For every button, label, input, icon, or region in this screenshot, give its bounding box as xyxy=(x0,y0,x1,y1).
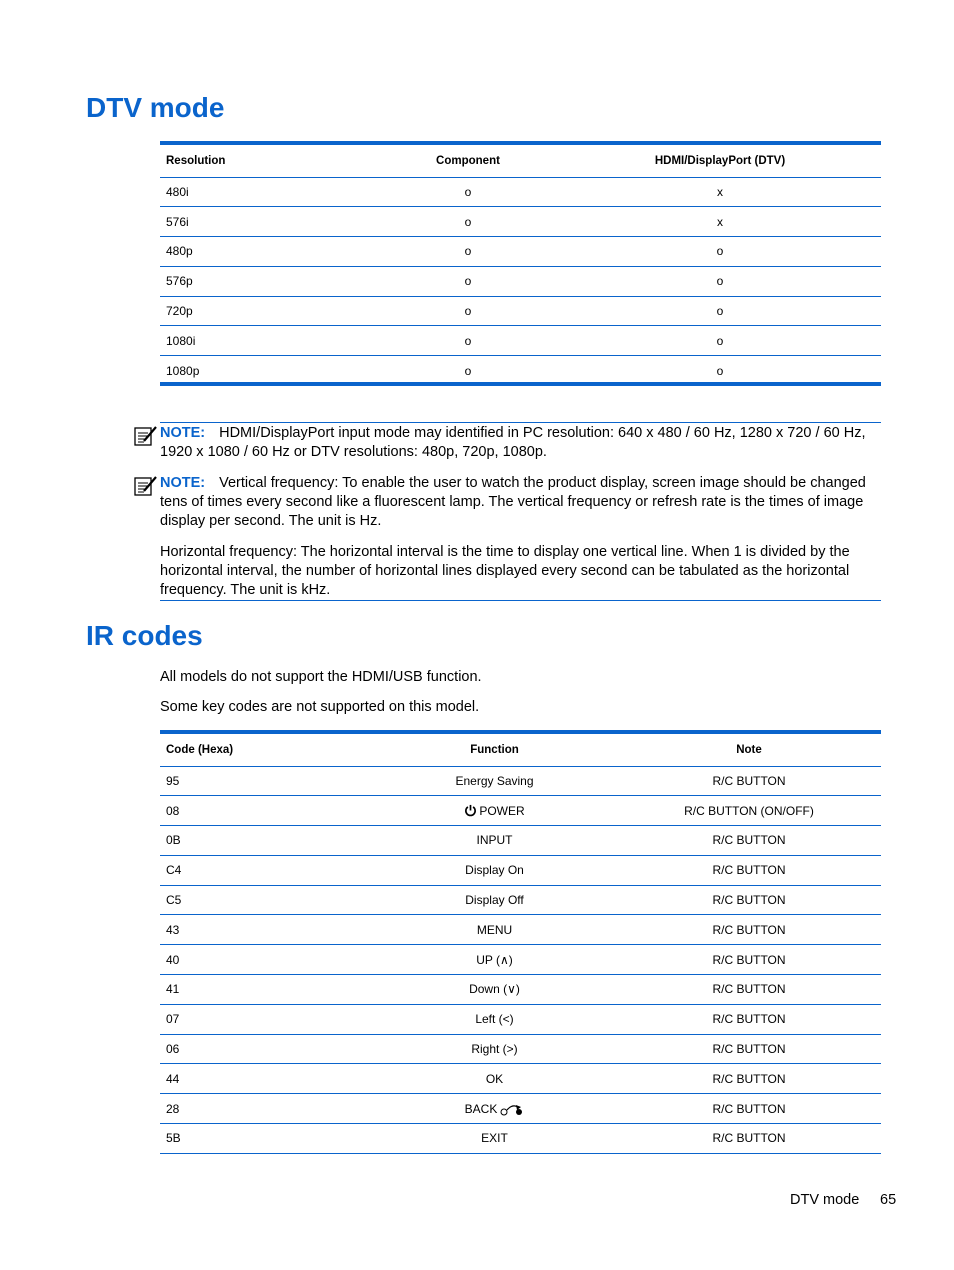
hdmi-cell: x xyxy=(559,177,881,207)
component-cell: o xyxy=(377,326,559,356)
ir-intro-1: All models do not support the HDMI/USB function. xyxy=(160,669,482,685)
component-cell: o xyxy=(464,363,472,378)
function-label: OK xyxy=(485,1071,504,1086)
dtv-table xyxy=(160,145,881,386)
ir-header-code: Code (Hexa) xyxy=(160,734,372,766)
code-cell: 43 xyxy=(160,915,372,945)
function-cell xyxy=(372,1124,617,1154)
code-cell: 28 xyxy=(160,1094,372,1124)
dtv-header-resolution: Resolution xyxy=(160,145,377,177)
ir-header-function: Function xyxy=(372,734,617,766)
note-cell: R/C BUTTON (ON/OFF) xyxy=(617,796,881,826)
note-cell: R/C BUTTON xyxy=(617,766,881,796)
code-cell: 0B xyxy=(160,826,372,856)
back-icon xyxy=(497,1102,524,1116)
resolution-cell: 1080i xyxy=(160,326,377,356)
ir-table-row xyxy=(160,1064,881,1094)
function-label: Display Off xyxy=(465,893,524,908)
ir-table-row xyxy=(160,766,881,796)
note-cell: R/C BUTTON xyxy=(617,1064,881,1094)
code-cell: 08 xyxy=(160,796,372,826)
note-divider-top xyxy=(160,422,881,423)
resolution-cell: 576i xyxy=(160,207,377,237)
function-label: Display On xyxy=(465,863,524,878)
dtv-mode-heading: DTV mode xyxy=(86,92,225,123)
note-label: NOTE: xyxy=(160,425,206,441)
function-label: EXIT xyxy=(481,1131,508,1146)
component-cell: o xyxy=(377,177,559,207)
function-label: Right (>) xyxy=(471,1042,518,1057)
dtv-header-component: Component xyxy=(377,145,559,177)
dtv-table-row xyxy=(160,266,881,296)
dtv-table-row xyxy=(160,326,881,356)
component-cell: o xyxy=(377,207,559,237)
note-text: Vertical frequency: To enable the user to watch the product display, screen image should be changed tens of times every second like a fluorescent lamp. The vertical frequency or refresh rate is the times of image display per second. The unit is Hz. xyxy=(160,475,866,529)
hdmi-cell: o xyxy=(716,363,724,378)
resolution-cell: 480p xyxy=(160,237,377,267)
ir-table-row xyxy=(160,1124,881,1154)
function-label: BACK xyxy=(464,1101,498,1116)
power-icon xyxy=(464,804,479,818)
code-cell: 06 xyxy=(160,1034,372,1064)
component-cell: o xyxy=(377,237,559,267)
code-cell: C4 xyxy=(160,855,372,885)
function-label: Energy Saving xyxy=(455,773,534,788)
function-label: MENU xyxy=(476,922,513,937)
function-cell xyxy=(372,915,617,945)
note-frequency xyxy=(160,474,881,531)
function-cell xyxy=(372,766,617,796)
function-cell xyxy=(372,945,617,975)
function-cell xyxy=(372,885,617,915)
ir-table-row xyxy=(160,796,881,826)
ir-header-note: Note xyxy=(617,734,881,766)
dtv-table-row xyxy=(160,237,881,267)
ir-table-row xyxy=(160,826,881,856)
dtv-table-bottom-bar xyxy=(160,382,881,386)
function-cell xyxy=(372,1034,617,1064)
ir-table-row xyxy=(160,885,881,915)
function-cell xyxy=(372,1004,617,1034)
component-cell: o xyxy=(377,266,559,296)
ir-table-row xyxy=(160,945,881,975)
note-cell: R/C BUTTON xyxy=(617,915,881,945)
note-resolution xyxy=(160,424,881,462)
dtv-table-row xyxy=(160,177,881,207)
note-icon xyxy=(134,425,158,447)
ir-intro-2: Some key codes are not supported on this model. xyxy=(160,699,480,715)
resolution-cell: 480i xyxy=(160,177,377,207)
footer-section-name: DTV mode xyxy=(790,1192,860,1208)
note-cell: R/C BUTTON xyxy=(617,826,881,856)
code-cell: 5B xyxy=(160,1124,372,1154)
dtv-table-row xyxy=(160,296,881,326)
hdmi-cell: o xyxy=(559,237,881,267)
component-cell: o xyxy=(377,296,559,326)
function-label: POWER xyxy=(479,803,525,818)
function-cell xyxy=(372,1064,617,1094)
function-cell xyxy=(372,975,617,1005)
note-cell: R/C BUTTON xyxy=(617,885,881,915)
hdmi-cell: o xyxy=(559,296,881,326)
ir-table xyxy=(160,734,881,1154)
ir-table-row xyxy=(160,855,881,885)
note-cell: R/C BUTTON xyxy=(617,1034,881,1064)
code-cell: 95 xyxy=(160,766,372,796)
ir-table-row xyxy=(160,1094,881,1124)
dtv-header-hdmi: HDMI/DisplayPort (DTV) xyxy=(559,145,881,177)
note-horizontal-frequency: Horizontal frequency: The horizontal interval is the time to display one vertical line. When 1 is divided by the horizontal interval, the number of horizontal lines displayed every second can be tabulated as the horizontal frequency. The unit is kHz. xyxy=(160,544,850,598)
dtv-table-header-row xyxy=(160,145,881,177)
ir-table-header-row xyxy=(160,734,881,766)
code-cell: 07 xyxy=(160,1004,372,1034)
function-label: Left (<) xyxy=(475,1012,514,1027)
code-cell: C5 xyxy=(160,885,372,915)
resolution-cell: 576p xyxy=(160,266,377,296)
function-cell xyxy=(372,826,617,856)
note-cell: R/C BUTTON xyxy=(617,945,881,975)
note-cell: R/C BUTTON xyxy=(617,1004,881,1034)
hdmi-cell: o xyxy=(559,266,881,296)
function-label: UP (∧) xyxy=(476,952,513,967)
note-text: HDMI/DisplayPort input mode may identified in PC resolution: 640 x 480 / 60 Hz, 1280 x 720 / 60 Hz, 1920 x 1080 / 60 Hz or DTV resolutions: 480p, 720p, 1080p. xyxy=(160,425,866,460)
note-label: NOTE: xyxy=(160,475,206,491)
note-cell: R/C BUTTON xyxy=(617,1124,881,1154)
code-cell: 41 xyxy=(160,975,372,1005)
function-cell xyxy=(372,855,617,885)
function-cell xyxy=(372,796,617,826)
ir-table-row xyxy=(160,915,881,945)
resolution-cell: 1080p xyxy=(166,363,200,378)
note-cell: R/C BUTTON xyxy=(617,855,881,885)
note-divider-bottom xyxy=(160,600,881,601)
ir-codes-heading: IR codes xyxy=(86,620,203,651)
page-number: 65 xyxy=(880,1192,897,1208)
function-label: INPUT xyxy=(476,833,513,848)
code-cell: 44 xyxy=(160,1064,372,1094)
note-icon xyxy=(134,475,158,497)
dtv-table-row xyxy=(160,207,881,237)
resolution-cell: 720p xyxy=(160,296,377,326)
ir-table-row xyxy=(160,975,881,1005)
hdmi-cell: o xyxy=(559,326,881,356)
code-cell: 40 xyxy=(160,945,372,975)
ir-table-row xyxy=(160,1034,881,1064)
hdmi-cell: x xyxy=(559,207,881,237)
ir-table-row xyxy=(160,1004,881,1034)
note-cell: R/C BUTTON xyxy=(617,975,881,1005)
note-cell: R/C BUTTON xyxy=(617,1094,881,1124)
function-label: Down (∨) xyxy=(469,982,520,997)
function-cell xyxy=(372,1094,617,1124)
